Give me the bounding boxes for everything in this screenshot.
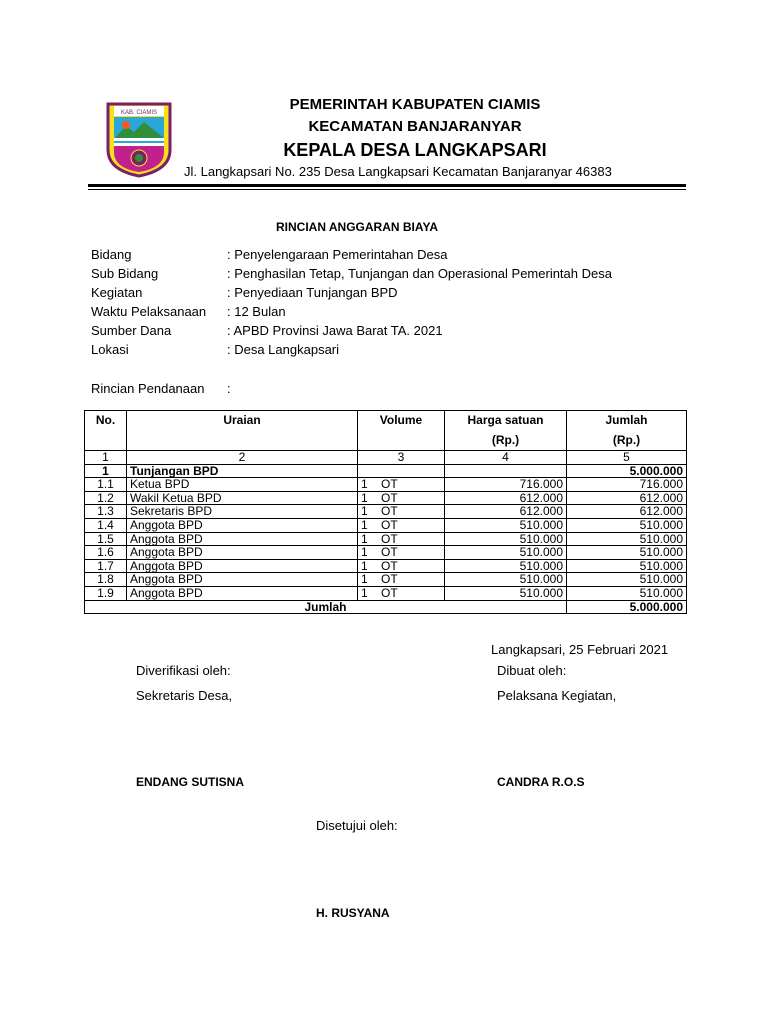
- row-no: 1.2: [85, 491, 127, 505]
- column-number-row: [85, 451, 687, 465]
- row-jumlah: 510.000: [567, 546, 687, 560]
- row-no: 1.6: [85, 546, 127, 560]
- row-no: 1.4: [85, 518, 127, 532]
- col-number-3: 3: [358, 451, 445, 465]
- row-harga: 612.000: [445, 505, 567, 519]
- row-harga: 510.000: [445, 559, 567, 573]
- row-vol: 1: [361, 545, 368, 560]
- info-label-sub-bidang: Sub Bidang: [91, 266, 159, 281]
- row-jumlah: 612.000: [567, 505, 687, 519]
- group-volume: [358, 464, 445, 478]
- group-row: [85, 464, 687, 478]
- approved-by-label: Disetujui oleh:: [316, 818, 398, 833]
- row-no: 1.9: [85, 586, 127, 600]
- info-label-bidang: Bidang: [91, 247, 132, 262]
- row-uraian: Anggota BPD: [127, 559, 358, 573]
- group-uraian: Tunjangan BPD: [127, 464, 358, 478]
- svg-text:KAB. CIAMIS: KAB. CIAMIS: [120, 110, 158, 116]
- total-row: [85, 600, 687, 614]
- table-row: [85, 532, 687, 546]
- row-harga: 510.000: [445, 518, 567, 532]
- info-value-kegiatan: : Penyediaan Tunjangan BPD: [227, 285, 398, 300]
- header-volume: Volume: [358, 411, 445, 451]
- row-uraian: Anggota BPD: [127, 518, 358, 532]
- table-row: [85, 478, 687, 492]
- row-uraian: Anggota BPD: [127, 573, 358, 587]
- header-harga: [445, 411, 567, 451]
- table-header-row: [85, 411, 687, 451]
- row-no: 1.8: [85, 573, 127, 587]
- row-vol: 1: [361, 504, 368, 519]
- table-row: [85, 518, 687, 532]
- header-jumlah: [567, 411, 687, 451]
- header-government: PEMERINTAH KABUPATEN CIAMIS: [289, 96, 541, 113]
- row-vol: 1: [361, 517, 368, 532]
- info-value-waktu: : 12 Bulan: [227, 304, 286, 319]
- row-uraian: Sekretaris BPD: [127, 505, 358, 519]
- row-vol: 1: [361, 531, 368, 546]
- row-harga: 510.000: [445, 586, 567, 600]
- table-row: [85, 573, 687, 587]
- header-address: Jl. Langkapsari No. 235 Desa Langkapsari Kecamatan Banjaranyar 46383: [184, 164, 612, 179]
- col-number-2: 2: [127, 451, 358, 465]
- table-row: [85, 491, 687, 505]
- row-volume: [358, 573, 445, 587]
- header-divider-thin: [88, 189, 686, 190]
- header-jumlah-line2: (Rp.): [612, 432, 641, 447]
- header-village-head: KEPALA DESA LANGKAPSARI: [283, 140, 547, 160]
- group-harga: [445, 464, 567, 478]
- row-unit: OT: [381, 585, 398, 600]
- approved-by-name: H. RUSYANA: [316, 906, 390, 920]
- total-value: 5.000.000: [567, 600, 687, 614]
- info-value-lokasi: : Desa Langkapsari: [227, 342, 340, 357]
- row-vol: 1: [361, 558, 368, 573]
- row-no: 1.7: [85, 559, 127, 573]
- verified-by-name: ENDANG SUTISNA: [136, 775, 245, 789]
- info-label-sumber-dana: Sumber Dana: [91, 323, 172, 338]
- made-by-label: Dibuat oleh:: [497, 663, 567, 678]
- col-number-5: 5: [567, 451, 687, 465]
- row-volume: [358, 505, 445, 519]
- header-no: No.: [85, 411, 127, 451]
- row-unit: OT: [381, 531, 398, 546]
- row-vol: 1: [361, 490, 368, 505]
- header-uraian: Uraian: [127, 411, 358, 451]
- budget-table: [84, 410, 687, 614]
- row-unit: OT: [381, 572, 398, 587]
- header-harga-line2: (Rp.): [491, 432, 520, 447]
- rincian-pendanaan-colon: :: [227, 381, 231, 396]
- table-row: [85, 546, 687, 560]
- row-unit: OT: [381, 517, 398, 532]
- row-jumlah: 510.000: [567, 518, 687, 532]
- verified-by-label: Diverifikasi oleh:: [136, 663, 231, 678]
- info-value-bidang: : Penyelengaraan Pemerintahan Desa: [227, 247, 448, 262]
- row-harga: 612.000: [445, 491, 567, 505]
- made-by-name: CANDRA R.O.S: [497, 775, 585, 789]
- info-label-lokasi: Lokasi: [91, 342, 129, 357]
- header-district: KECAMATAN BANJARANYAR: [308, 118, 522, 135]
- info-label-waktu: Waktu Pelaksanaan: [91, 304, 207, 319]
- row-volume: [358, 491, 445, 505]
- header-divider-thick: [88, 184, 686, 187]
- col-number-1: 1: [85, 451, 127, 465]
- row-harga: 510.000: [445, 573, 567, 587]
- row-jumlah: 716.000: [567, 478, 687, 492]
- row-uraian: Anggota BPD: [127, 546, 358, 560]
- row-no: 1.1: [85, 478, 127, 492]
- row-no: 1.3: [85, 505, 127, 519]
- row-unit: OT: [381, 558, 398, 573]
- header-jumlah-line1: Jumlah: [605, 413, 648, 427]
- row-uraian: Anggota BPD: [127, 586, 358, 600]
- info-value-sumber-dana: : APBD Provinsi Jawa Barat TA. 2021: [227, 323, 443, 338]
- document-title: RINCIAN ANGGARAN BIAYA: [276, 220, 439, 234]
- row-volume: [358, 478, 445, 492]
- group-no: 1: [85, 464, 127, 478]
- row-jumlah: 612.000: [567, 491, 687, 505]
- made-by-role: Pelaksana Kegiatan,: [497, 688, 617, 703]
- rincian-pendanaan-label: Rincian Pendanaan: [91, 381, 205, 396]
- row-volume: [358, 586, 445, 600]
- table-row: [85, 505, 687, 519]
- row-volume: [358, 559, 445, 573]
- row-jumlah: 510.000: [567, 586, 687, 600]
- row-harga: 716.000: [445, 478, 567, 492]
- place-date: Langkapsari, 25 Februari 2021: [491, 642, 669, 657]
- row-volume: [358, 532, 445, 546]
- row-uraian: Wakil Ketua BPD: [127, 491, 358, 505]
- col-number-4: 4: [445, 451, 567, 465]
- header-harga-line1: Harga satuan: [467, 413, 544, 427]
- row-volume: [358, 518, 445, 532]
- row-uraian: Ketua BPD: [127, 478, 358, 492]
- total-label: Jumlah: [85, 600, 567, 614]
- table-row: [85, 586, 687, 600]
- row-jumlah: 510.000: [567, 573, 687, 587]
- row-volume: [358, 546, 445, 560]
- row-uraian: Anggota BPD: [127, 532, 358, 546]
- info-value-sub-bidang: : Penghasilan Tetap, Tunjangan dan Operasional Pemerintah Desa: [227, 266, 612, 281]
- info-label-kegiatan: Kegiatan: [91, 285, 143, 300]
- row-unit: OT: [381, 477, 398, 492]
- ciamis-regency-emblem: [104, 100, 174, 178]
- row-unit: OT: [381, 545, 398, 560]
- row-no: 1.5: [85, 532, 127, 546]
- table-row: [85, 559, 687, 573]
- row-vol: 1: [361, 477, 368, 492]
- row-vol: 1: [361, 572, 368, 587]
- row-unit: OT: [381, 490, 398, 505]
- row-harga: 510.000: [445, 546, 567, 560]
- verified-by-role: Sekretaris Desa,: [136, 688, 233, 703]
- row-harga: 510.000: [445, 532, 567, 546]
- row-jumlah: 510.000: [567, 559, 687, 573]
- row-vol: 1: [361, 585, 368, 600]
- group-jumlah: 5.000.000: [567, 464, 687, 478]
- row-unit: OT: [381, 504, 398, 519]
- row-jumlah: 510.000: [567, 532, 687, 546]
